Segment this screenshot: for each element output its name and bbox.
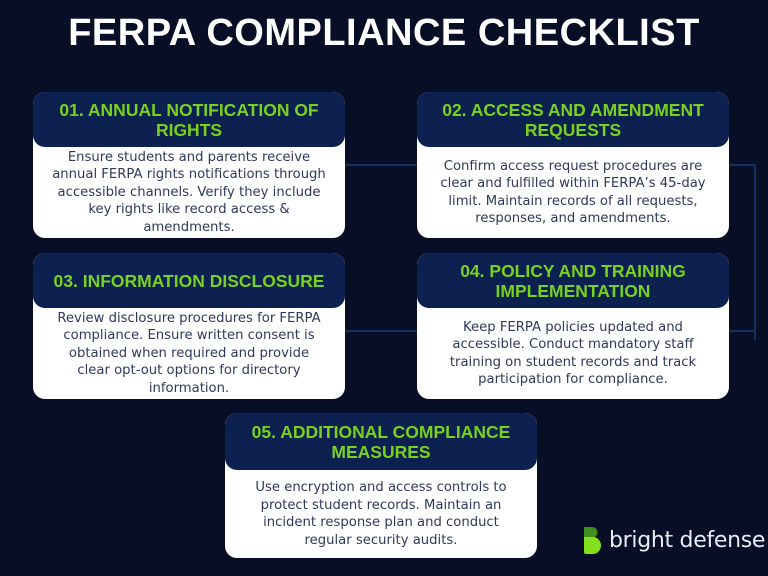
card-body: Keep FERPA policies updated and accessible. Conduct mandatory staff training on student records and track participation for compliance. xyxy=(449,319,697,387)
bright-defense-logo xyxy=(583,527,765,554)
checklist-card-1 xyxy=(33,92,345,238)
card-heading: 02. ACCESS AND AMENDMENT REQUESTS xyxy=(417,92,729,147)
bright-defense-b-icon xyxy=(583,527,601,554)
checklist-card-5 xyxy=(225,413,537,558)
connector-line xyxy=(754,164,756,340)
checklist-card-2 xyxy=(417,92,729,238)
card-heading: 05. ADDITIONAL COMPLIANCE MEASURES xyxy=(225,413,537,470)
card-body: Review disclosure procedures for FERPA compliance. Ensure written consent is obtained when required and provide clear opt-out options for directory information. xyxy=(57,310,321,396)
brand-name: bright defense xyxy=(609,528,766,553)
card-body: Ensure students and parents receive annual FERPA rights notifications through accessible channels. Verify they include key rights like record access & amendments. xyxy=(52,149,326,235)
checklist-card-4 xyxy=(417,253,729,399)
checklist-card-3 xyxy=(33,253,345,399)
card-heading: 04. POLICY AND TRAINING IMPLEMENTATION xyxy=(417,253,729,308)
card-body: Confirm access request procedures are clear and fulfilled within FERPA’s 45-day limit. Maintain records of all requests, responses, and amendments. xyxy=(440,158,706,226)
card-heading: 03. INFORMATION DISCLOSURE xyxy=(33,253,345,308)
card-heading: 01. ANNUAL NOTIFICATION OF RIGHTS xyxy=(33,92,345,147)
page-title: FERPA COMPLIANCE CHECKLIST xyxy=(68,12,700,54)
card-body: Use encryption and access controls to protect student records. Maintain an incident response plan and conduct regular security audits. xyxy=(255,480,507,548)
